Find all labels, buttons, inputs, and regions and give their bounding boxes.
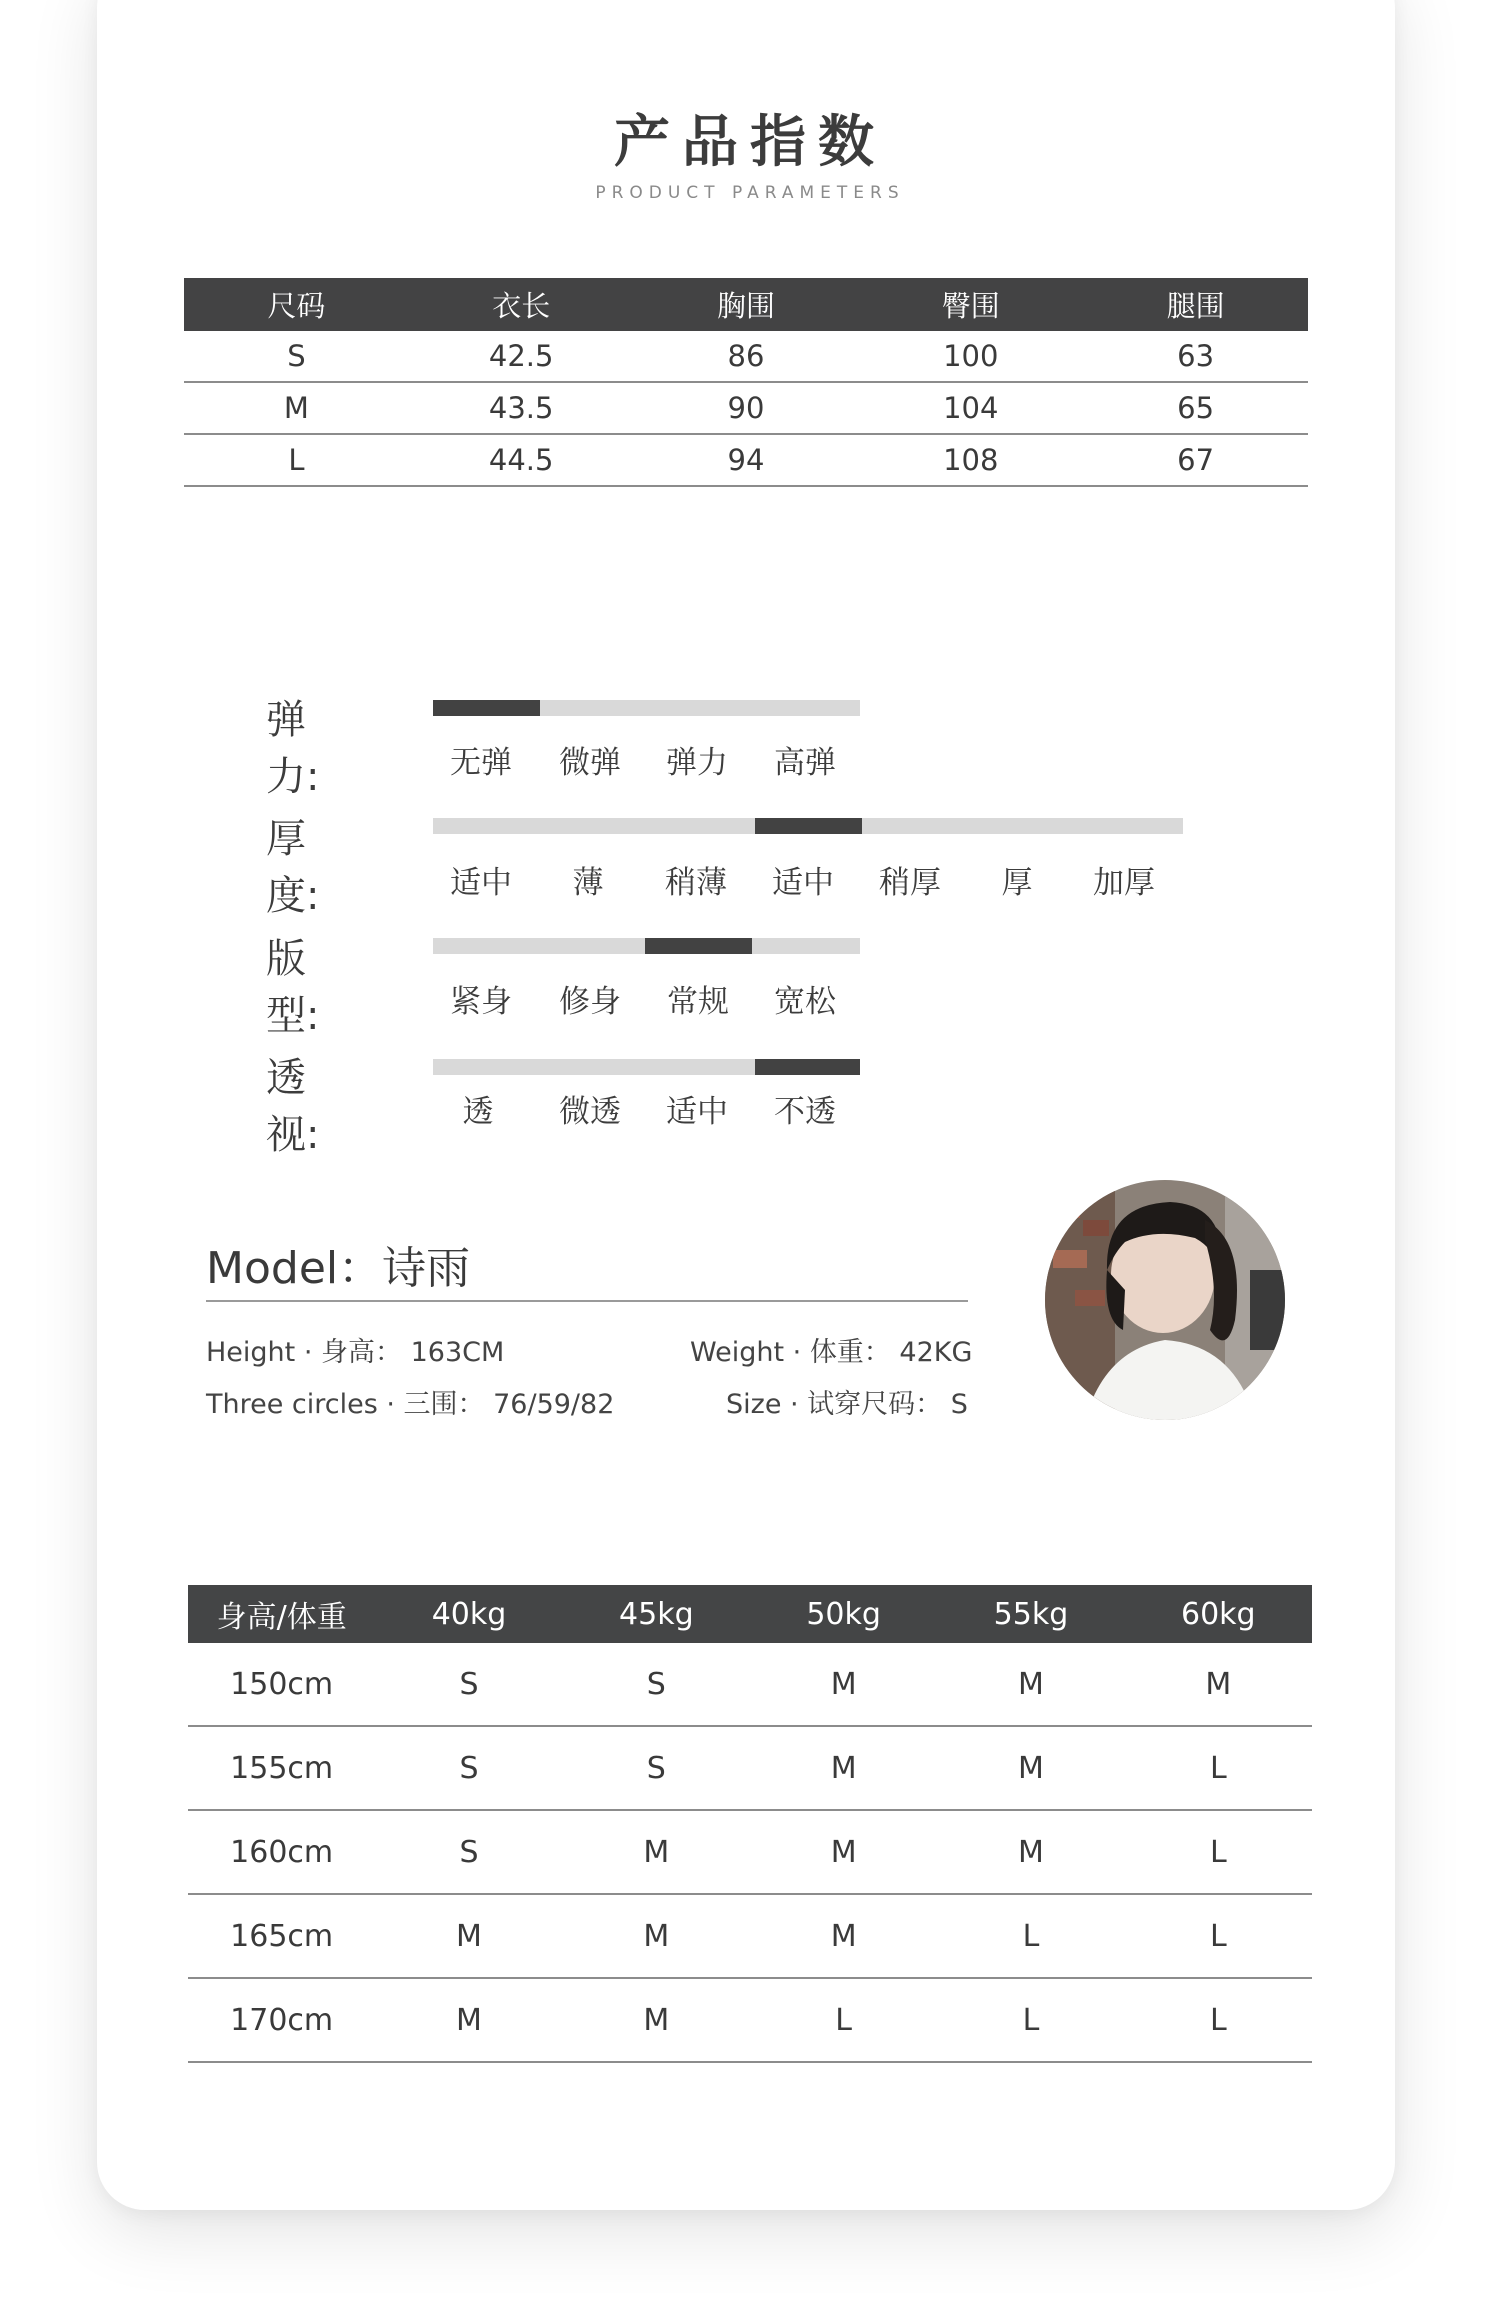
table-cell: 100 <box>943 339 999 373</box>
elasticity-label: 弹力: <box>266 697 320 800</box>
table-cell: 155cm <box>230 1750 334 1786</box>
table-cell: L <box>1209 1834 1227 1870</box>
table-cell: M <box>830 1666 857 1702</box>
table-cell: L <box>1022 2002 1040 2038</box>
table-cell: 42.5 <box>488 339 554 373</box>
table-cell: M <box>1205 1666 1232 1702</box>
model-three-circles: Three circles · 三围： 76/59/82 <box>206 1389 615 1420</box>
table-cell: M <box>456 1918 482 1954</box>
table-cell: 160cm <box>230 1834 334 1870</box>
transparency-option: 不透 <box>774 1094 836 1130</box>
table-cell: S <box>459 1750 479 1786</box>
elasticity-option: 高弹 <box>774 745 836 781</box>
table-cell: L <box>1209 2002 1227 2038</box>
thickness-option: 薄 <box>572 865 604 901</box>
header-cell: 55kg <box>993 1596 1069 1632</box>
table-cell: 104 <box>943 391 999 425</box>
size-table-header <box>184 278 1308 331</box>
transparency-option: 适中 <box>666 1094 728 1130</box>
header-cell: 腿围 <box>1166 289 1225 323</box>
divider <box>206 1300 968 1302</box>
thickness-option: 适中 <box>772 865 834 901</box>
elasticity-bar <box>433 700 860 716</box>
table-cell: 170cm <box>230 2002 334 2038</box>
fit-bar <box>433 938 860 954</box>
table-cell: S <box>646 1750 666 1786</box>
fit-option: 常规 <box>667 984 729 1020</box>
fit-option: 紧身 <box>450 984 512 1020</box>
table-cell: L <box>1209 1750 1227 1786</box>
table-row <box>188 1811 1312 1895</box>
size-table <box>184 278 1308 487</box>
table-cell: M <box>830 1918 857 1954</box>
table-cell: M <box>643 2002 670 2038</box>
table-cell: 43.5 <box>488 391 554 425</box>
header-cell: 45kg <box>619 1596 694 1632</box>
table-cell: 44.5 <box>488 443 554 477</box>
header-cell: 60kg <box>1181 1596 1256 1632</box>
table-cell: L <box>1209 1918 1227 1954</box>
table-cell: M <box>643 1834 670 1870</box>
table-cell: 65 <box>1177 391 1215 425</box>
page-subtitle: PRODUCT PARAMETERS <box>595 183 905 203</box>
fit-bar-fill <box>645 938 752 954</box>
transparency-option: 微透 <box>559 1094 621 1130</box>
header-cell: 衣长 <box>492 289 551 323</box>
table-cell: S <box>287 339 306 373</box>
table-row <box>188 1727 1312 1811</box>
table-row <box>188 1895 1312 1979</box>
thickness-bar-fill <box>755 818 862 834</box>
table-cell: 86 <box>727 339 765 373</box>
thickness-option: 稍薄 <box>665 865 727 901</box>
transparency-option: 透 <box>462 1094 494 1130</box>
table-cell: M <box>456 2002 482 2038</box>
transparency-label: 透视: <box>266 1055 320 1158</box>
fit-option: 宽松 <box>774 984 836 1020</box>
model-weight: Weight · 体重： 42KG <box>690 1337 973 1368</box>
table-cell: L <box>835 2002 852 2038</box>
header-cell: 尺码 <box>267 289 326 323</box>
table-cell: 67 <box>1177 443 1215 477</box>
fit-option: 修身 <box>559 984 621 1020</box>
thickness-option: 适中 <box>450 865 512 901</box>
elasticity-bar-fill <box>433 700 540 716</box>
header-cell: 胸围 <box>716 289 775 323</box>
table-row <box>188 1979 1312 2063</box>
recommendation-table-header <box>188 1585 1312 1643</box>
page-title: 产品指数 <box>614 110 886 175</box>
table-row <box>184 435 1308 487</box>
model-name: Model：诗雨 <box>206 1243 471 1294</box>
elasticity-option: 微弹 <box>559 745 621 781</box>
header-cell: 40kg <box>431 1596 507 1632</box>
table-cell: M <box>283 391 309 425</box>
transparency-bar-fill <box>755 1059 860 1075</box>
table-cell: 63 <box>1177 339 1215 373</box>
thickness-option: 稍厚 <box>879 865 941 901</box>
table-cell: M <box>830 1834 857 1870</box>
size-recommendation-table <box>188 1585 1312 2063</box>
table-cell: 94 <box>727 443 765 477</box>
table-cell: S <box>459 1666 479 1702</box>
table-row <box>184 383 1308 435</box>
thickness-label: 厚度: <box>266 816 320 919</box>
table-cell: L <box>1022 1918 1040 1954</box>
table-cell: L <box>288 443 305 477</box>
table-cell: 108 <box>943 443 999 477</box>
table-cell: 90 <box>727 391 765 425</box>
model-size: Size · 试穿尺码： S <box>726 1389 968 1420</box>
table-cell: M <box>1018 1834 1044 1870</box>
table-cell: 165cm <box>230 1918 334 1954</box>
header-cell: 50kg <box>806 1596 881 1632</box>
model-avatar <box>1045 1180 1285 1420</box>
thickness-option: 加厚 <box>1093 865 1155 901</box>
table-cell: 150cm <box>230 1666 334 1702</box>
table-cell: M <box>830 1750 857 1786</box>
fit-label: 版型: <box>266 936 320 1039</box>
header-cell: 身高/体重 <box>216 1600 347 1635</box>
thickness-bar <box>433 818 1183 834</box>
table-cell: M <box>643 1918 670 1954</box>
table-row <box>184 331 1308 383</box>
table-row <box>188 1643 1312 1727</box>
table-cell: M <box>1018 1666 1044 1702</box>
model-height: Height · 身高： 163CM <box>206 1337 505 1368</box>
table-cell: M <box>1018 1750 1044 1786</box>
elasticity-option: 无弹 <box>450 745 512 781</box>
table-cell: S <box>646 1666 666 1702</box>
transparency-bar <box>433 1059 860 1075</box>
elasticity-option: 弹力 <box>666 745 728 781</box>
table-cell: S <box>459 1834 479 1870</box>
header-cell: 臀围 <box>941 289 1000 323</box>
thickness-option: 厚 <box>1001 865 1033 901</box>
